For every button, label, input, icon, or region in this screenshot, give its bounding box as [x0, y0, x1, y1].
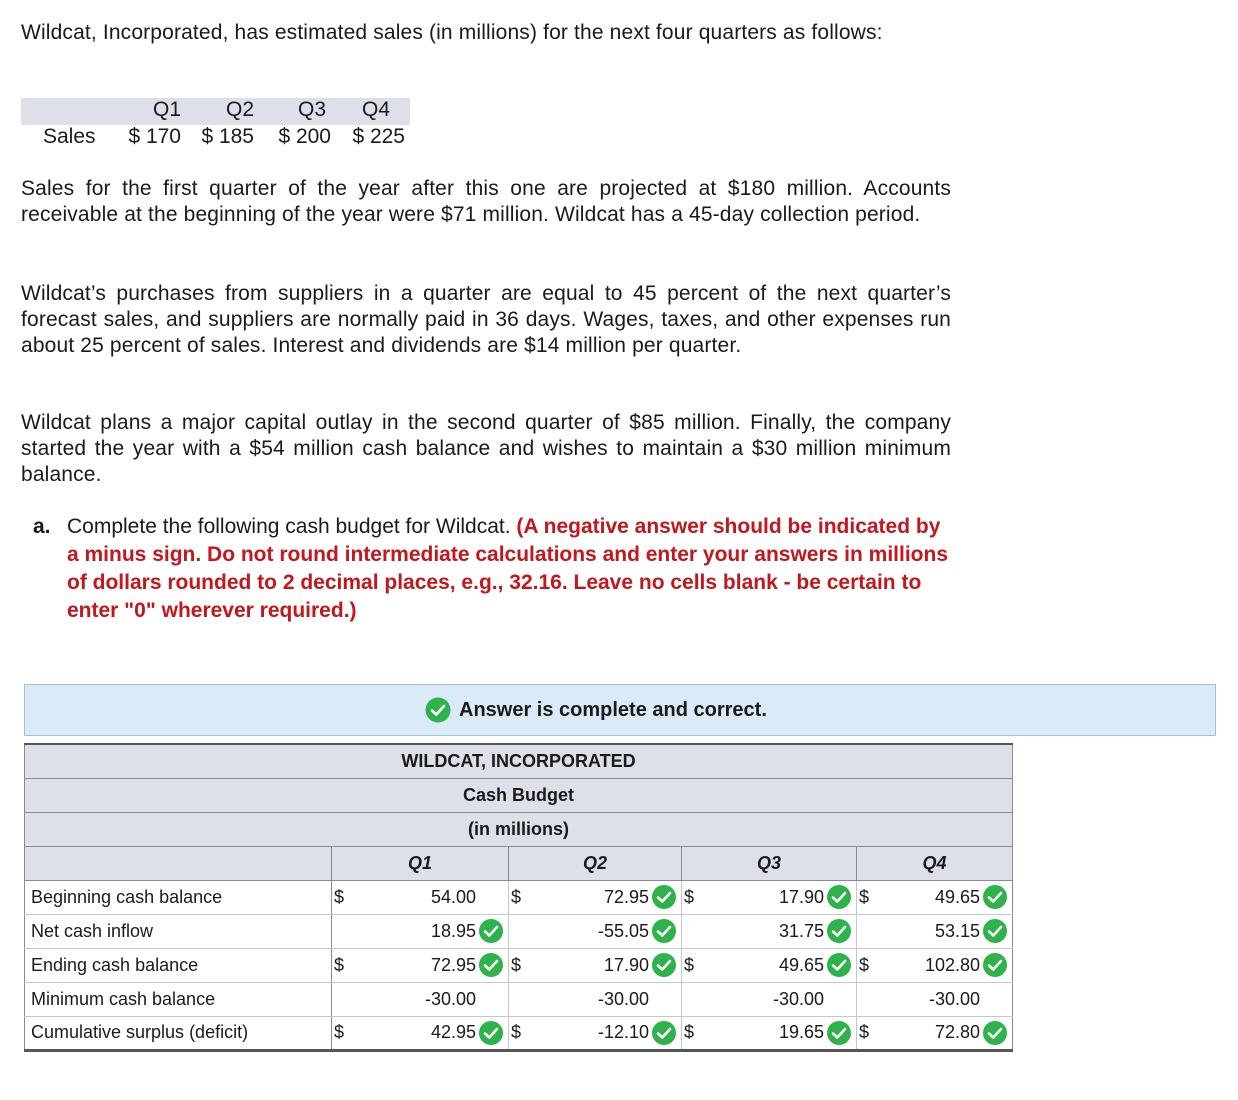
dollar-sign: $ — [509, 1016, 529, 1050]
answer-banner — [24, 684, 1216, 736]
paragraph-purchases: Wildcat’s purchases from suppliers in a quarter are equal to 45 percent of the next quarter’s forecast sales, and suppliers are normally paid in 36 days. Wages, taxes, and other expenses run about 25 percent of sales. Interest and dividends are $14 million per quarter. — [21, 282, 951, 357]
check-circle-icon — [478, 1020, 504, 1046]
check-circle-icon — [826, 1020, 852, 1046]
question-instructions: (A negative answer should be indicated by a minus sign. Do not round intermediate calculations and enter your answers in millions of dollars rounded to 2 decimal places, e.g., 32.16. Leave no cells blank - be certain to enter "0" wherever required.) — [67, 515, 948, 622]
value-cell-q2[interactable] — [529, 1016, 682, 1050]
cell-value: 49.65 — [935, 886, 981, 907]
check-circle-icon — [982, 952, 1008, 978]
value-cell-q3[interactable] — [702, 914, 857, 948]
check-circle-icon — [826, 918, 852, 944]
sales-header-q2: Q2 — [225, 98, 254, 121]
cell-value: 102.80 — [925, 954, 981, 975]
cell-value: 49.65 — [778, 954, 824, 975]
value-cell-q1[interactable] — [352, 982, 509, 1016]
table-row — [25, 948, 1013, 982]
cell-value: 72.95 — [603, 886, 649, 907]
column-header-q2: Q2 — [509, 846, 682, 880]
dollar-sign — [682, 982, 702, 1016]
table-row — [25, 982, 1013, 1016]
cell-value: -12.10 — [597, 1022, 649, 1042]
value-cell-q4[interactable] — [877, 1016, 1013, 1050]
check-circle-icon — [478, 918, 504, 944]
dollar-sign — [857, 982, 877, 1016]
value-cell-q2[interactable] — [529, 880, 682, 914]
dollar-sign — [332, 982, 352, 1016]
dollar-sign: $ — [332, 948, 352, 982]
row-label: Minimum cash balance — [25, 982, 332, 1016]
dollar-sign: $ — [682, 1016, 702, 1050]
check-circle-icon — [478, 952, 504, 978]
column-header-q1: Q1 — [332, 846, 509, 880]
value-cell-q1[interactable] — [352, 948, 509, 982]
cell-value: 54.00 — [430, 886, 476, 907]
sales-value-q3: $ 200 — [278, 125, 331, 148]
sales-row-label: Sales — [43, 125, 96, 148]
check-circle-icon — [982, 1020, 1008, 1046]
question-text: Complete the following cash budget for Wildcat. — [67, 515, 511, 538]
cell-value: 19.65 — [778, 1022, 824, 1042]
question-a — [33, 513, 953, 625]
dollar-sign — [509, 914, 529, 948]
check-circle-icon — [651, 952, 677, 978]
dollar-sign — [682, 914, 702, 948]
table-row — [25, 880, 1013, 914]
cell-value: 42.95 — [430, 1022, 476, 1042]
dollar-sign: $ — [857, 948, 877, 982]
row-label: Beginning cash balance — [25, 880, 332, 914]
cell-value: -30.00 — [424, 988, 476, 1009]
cash-budget-table — [24, 743, 1013, 1052]
value-cell-q4[interactable] — [877, 880, 1013, 914]
sales-value-q2: $ 185 — [201, 125, 254, 148]
cash-budget-title: WILDCAT, INCORPORATED — [25, 744, 1013, 778]
cell-value: -55.05 — [597, 920, 649, 941]
cell-value: -30.00 — [772, 988, 824, 1009]
check-circle-icon — [982, 918, 1008, 944]
sales-value-q4: $ 225 — [352, 125, 405, 148]
dollar-sign — [509, 982, 529, 1016]
dollar-sign: $ — [332, 1016, 352, 1050]
value-cell-q1[interactable] — [352, 914, 509, 948]
dollar-sign: $ — [509, 880, 529, 914]
column-header-q4: Q4 — [857, 846, 1013, 880]
value-cell-q2[interactable] — [529, 914, 682, 948]
sales-header-q4: Q4 — [361, 98, 390, 121]
value-cell-q1[interactable] — [352, 880, 509, 914]
dollar-sign: $ — [857, 880, 877, 914]
value-cell-q3[interactable] — [702, 948, 857, 982]
cash-budget-subtitle: Cash Budget — [25, 778, 1013, 812]
value-cell-q4[interactable] — [877, 982, 1013, 1016]
cell-value: -30.00 — [597, 988, 649, 1009]
check-circle-icon — [826, 884, 852, 910]
check-circle-icon — [651, 918, 677, 944]
dollar-sign — [332, 914, 352, 948]
value-cell-q4[interactable] — [877, 914, 1013, 948]
dollar-sign: $ — [682, 880, 702, 914]
intro-paragraph: Wildcat, Incorporated, has estimated sales (in millions) for the next four quarters as follows: — [21, 21, 883, 44]
sales-value-q1: $ 170 — [128, 125, 181, 148]
dollar-sign — [857, 914, 877, 948]
dollar-sign: $ — [509, 948, 529, 982]
column-header-q3: Q3 — [682, 846, 857, 880]
sales-header-q3: Q3 — [297, 98, 326, 121]
value-cell-q1[interactable] — [352, 1016, 509, 1050]
dollar-sign: $ — [332, 880, 352, 914]
sales-header-q1: Q1 — [152, 98, 181, 121]
cell-value: 72.80 — [935, 1022, 981, 1042]
value-cell-q2[interactable] — [529, 982, 682, 1016]
row-label: Cumulative surplus (deficit) — [25, 1016, 332, 1050]
value-cell-q4[interactable] — [877, 948, 1013, 982]
question-label: a. — [33, 515, 51, 538]
check-circle-icon — [982, 884, 1008, 910]
answer-banner-text: Answer is complete and correct. — [459, 698, 767, 721]
dollar-sign: $ — [857, 1016, 877, 1050]
value-cell-q2[interactable] — [529, 948, 682, 982]
cell-value: 17.90 — [603, 954, 649, 975]
column-header-blank — [25, 846, 332, 880]
check-circle-icon — [826, 952, 852, 978]
row-label: Net cash inflow — [25, 914, 332, 948]
value-cell-q3[interactable] — [702, 982, 857, 1016]
table-row — [25, 1016, 1013, 1050]
cell-value: -30.00 — [929, 988, 981, 1009]
table-row — [25, 914, 1013, 948]
dollar-sign: $ — [682, 948, 702, 982]
check-circle-icon — [425, 697, 451, 723]
cell-value: 17.90 — [778, 886, 824, 907]
check-circle-icon — [651, 1020, 677, 1046]
check-circle-icon — [651, 884, 677, 910]
cash-budget-units: (in millions) — [25, 812, 1013, 846]
cell-value: 72.95 — [430, 954, 476, 975]
paragraph-capital-outlay: Wildcat plans a major capital outlay in the second quarter of $85 million. Finally, the company started the year with a $54 million cash balance and wishes to maintain a $30 million minimum balance. — [21, 411, 951, 486]
value-cell-q3[interactable] — [702, 880, 857, 914]
cell-value: 31.75 — [778, 920, 824, 941]
cell-value: 18.95 — [430, 920, 476, 941]
value-cell-q3[interactable] — [702, 1016, 857, 1050]
paragraph-receivables: Sales for the first quarter of the year after this one are projected at $180 million. Accounts receivable at the beginning of the year were $71 million. Wildcat has a 45-day collection period. — [21, 177, 951, 226]
row-label: Ending cash balance — [25, 948, 332, 982]
cell-value: 53.15 — [935, 920, 981, 941]
